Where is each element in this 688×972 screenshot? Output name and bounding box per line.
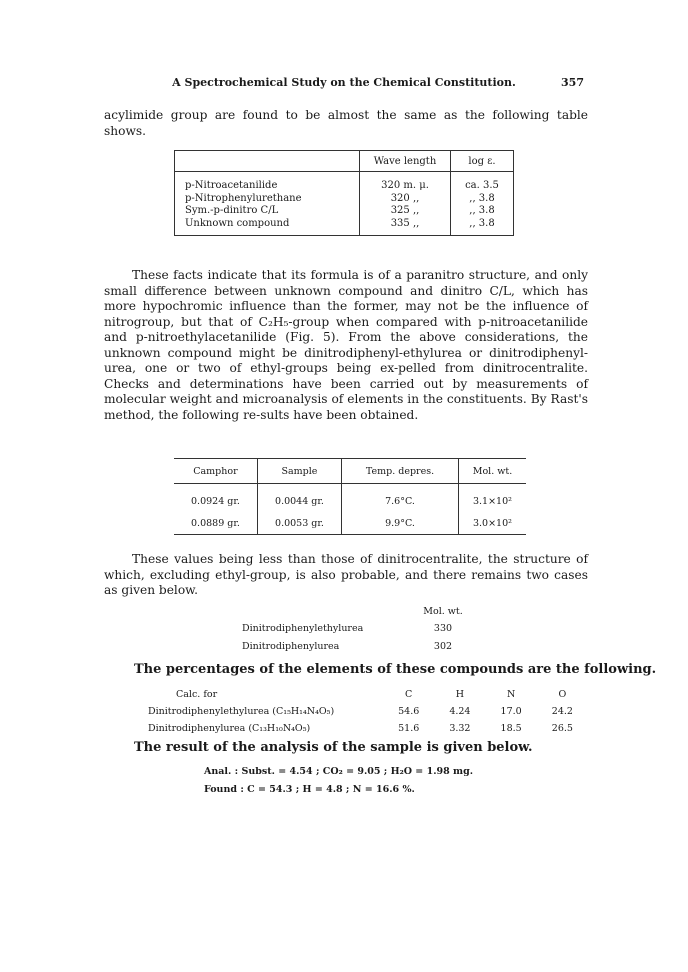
- element-percentage-table: [148, 686, 588, 737]
- mol-wt-header: Mol. wt.: [423, 606, 463, 617]
- sample-cell: 0.0053 gr.: [257, 512, 341, 535]
- wavelength-cell: 320 m. μ.: [360, 172, 451, 193]
- analysis-line: Anal. : Subst. = 4.54 ; CO₂ = 9.05 ; H₂O = 1.98 mg.: [204, 766, 474, 777]
- table-row: [174, 484, 526, 513]
- table-row: [175, 193, 514, 206]
- paragraph-discussion: [104, 268, 588, 423]
- found-line: Found : C = 54.3 ; H = 4.8 ; N = 16.6 %.: [204, 784, 415, 795]
- wavelength-cell: 335 ,,: [360, 218, 451, 236]
- camphor-cell: 0.0924 gr.: [174, 484, 257, 513]
- table-row: [175, 218, 514, 236]
- percent-cell: 18.5: [500, 723, 522, 734]
- table-header-cell: Wave length: [360, 151, 451, 172]
- running-title: A Spectrochemical Study on the Chemical Constitution.: [172, 76, 516, 89]
- table-row: [175, 205, 514, 218]
- percent-cell: 3.32: [449, 723, 471, 734]
- percent-cell: 4.24: [449, 706, 471, 717]
- compound-cell: Dinitrodiphenylurea (C₁₃H₁₀N₄O₅): [148, 723, 311, 734]
- table-row: [174, 512, 526, 535]
- wavelength-cell: 325 ,,: [360, 205, 451, 218]
- table-header-cell: C: [405, 689, 413, 700]
- percent-cell: 51.6: [398, 723, 420, 734]
- compound-cell: Dinitrodiphenylethylurea (C₁₅H₁₄N₄O₅): [148, 706, 335, 717]
- table-header-cell: Camphor: [174, 459, 257, 484]
- table-row: [148, 720, 588, 737]
- table-header-cell: Mol. wt.: [458, 459, 526, 484]
- compound-cell: Unknown compound: [175, 218, 360, 236]
- table-header-cell: O: [558, 689, 567, 700]
- compound-cell: Sym.-p-dinitro C/L: [175, 205, 360, 218]
- log-e-cell: ,, 3.8: [469, 192, 495, 204]
- page-number: 357: [561, 76, 584, 89]
- table-row: [148, 703, 588, 720]
- camphor-cell: 0.0889 gr.: [174, 512, 257, 535]
- paragraph-values: [104, 552, 588, 599]
- table-row: [175, 172, 514, 193]
- paragraph-intro: acylimide group are found to be almost the same as the following table shows.: [104, 108, 588, 138]
- table-header-row: [148, 686, 588, 703]
- percent-cell: 54.6: [398, 706, 420, 717]
- compound-cell: p-Nitroacetanilide: [175, 172, 360, 193]
- sample-cell: 0.0044 gr.: [257, 484, 341, 513]
- percent-cell: 26.5: [551, 723, 573, 734]
- paragraph-discussion-text: These facts indicate that its formula is of a paranitro structure, and only small difference between unknown compound and dinitro C/L, which has more hypochromic influence than the former, may not be the influence of nitrogroup, but that of C₂H₅-group when compared with p-nitroacetanilide and p-nitroethylacetanilide (Fig. 5). From the above considerations, the unknown compound might be dinitrodiphenyl-ethylurea or dinitrodiphenyl-urea, one or two of ethyl-groups being ex-pelled from dinitrocentralite. Checks and determinations have been carried out by measurements of molecular weight and microanalysis of elements in the constituents. By Rast's method, the following re-sults have been obtained.: [104, 268, 588, 422]
- table-header-cell: H: [455, 689, 465, 700]
- table-header-row: [175, 151, 514, 172]
- wavelength-cell: 320 ,,: [360, 193, 451, 206]
- table-header-cell: N: [506, 689, 516, 700]
- log-e-cell: ,, 3.8: [469, 205, 495, 216]
- candidate-name: Dinitrodiphenylurea: [242, 641, 340, 652]
- wavelength-table: [174, 150, 514, 236]
- percent-cell: 24.2: [551, 706, 573, 717]
- page-header: [0, 76, 688, 94]
- candidate-mol-wt: 330: [433, 623, 453, 634]
- percentages-intro: The percentages of the elements of these compounds are the following.: [134, 662, 657, 677]
- mol-wt-cell: 3.1×10²: [472, 495, 512, 507]
- analysis-intro: The result of the analysis of the sample is given below.: [134, 740, 533, 755]
- temp-depres-cell: 7.6°C.: [342, 484, 459, 513]
- table-header-cell: log ε.: [451, 151, 514, 172]
- percent-cell: 17.0: [500, 706, 522, 717]
- table-header-cell: Calc. for: [176, 689, 218, 700]
- table-header-cell: [175, 151, 360, 172]
- compound-cell: p-Nitrophenylurethane: [175, 193, 360, 206]
- table-header-cell: Sample: [257, 459, 341, 484]
- molecular-weight-table: [174, 458, 526, 535]
- table-header-cell: Temp. depres.: [342, 459, 459, 484]
- log-e-cell: ca. 3.5: [465, 180, 499, 191]
- candidate-name: Dinitrodiphenylethylurea: [242, 623, 364, 634]
- paragraph-values-text: These values being less than those of dinitrocentralite, the structure of which, excluding ethyl-group, is also probable, and there remains two cases as given below.: [104, 552, 588, 597]
- log-e-cell: ,, 3.8: [469, 217, 495, 229]
- temp-depres-cell: 9.9°C.: [342, 512, 459, 535]
- candidate-mol-wt: 302: [433, 641, 453, 652]
- table-header-row: [174, 459, 526, 484]
- mol-wt-cell: 3.0×10²: [472, 517, 512, 529]
